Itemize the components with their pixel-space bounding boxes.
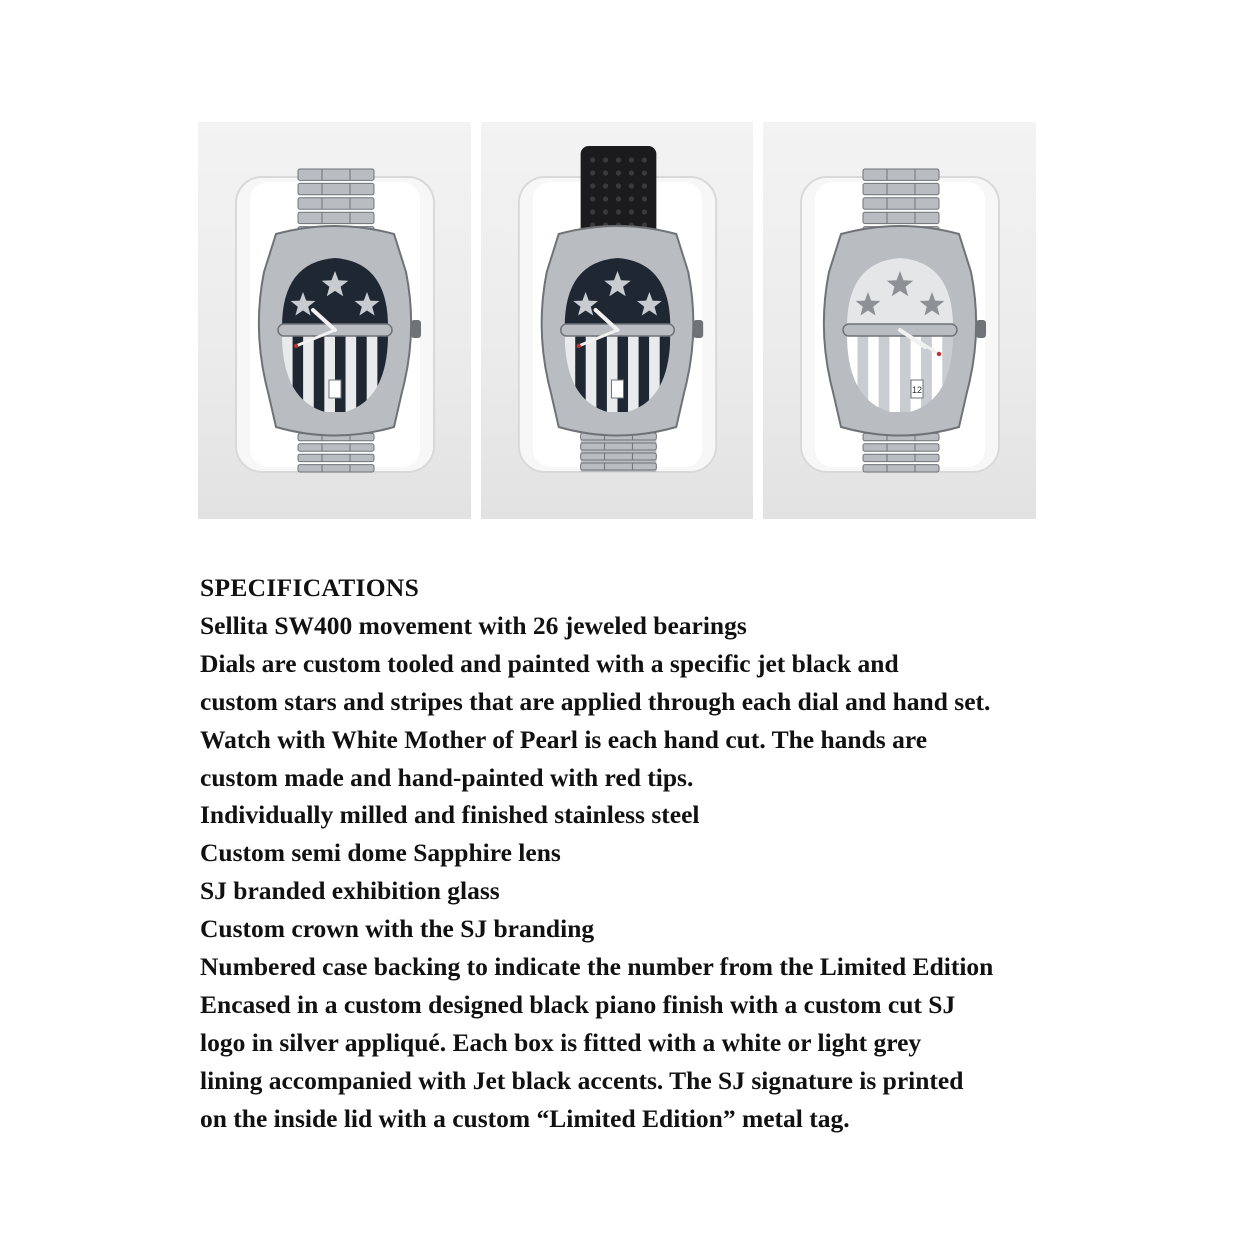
spec-line: Numbered case backing to indicate the number from the Limited Edition xyxy=(200,952,994,982)
spec-line: Custom semi dome Sapphire lens xyxy=(200,838,561,868)
spec-line: on the inside lid with a custom “Limited Edition” metal tag. xyxy=(200,1103,850,1133)
spec-line: Dials are custom tooled and painted with a specific jet black and xyxy=(200,648,899,678)
spec-line: custom made and hand-painted with red tips. xyxy=(200,762,694,792)
spec-line: Encased in a custom designed black piano finish with a custom cut SJ xyxy=(200,989,956,1019)
date-digits: 12 xyxy=(911,385,923,395)
spec-line: Custom crown with the SJ branding xyxy=(200,914,595,944)
spec-line: custom stars and stripes that are applied through each dial and hand set. xyxy=(200,686,991,716)
spec-line: logo in silver appliqué. Each box is fitted with a white or light grey xyxy=(200,1027,922,1057)
watch-photo-white-bracelet xyxy=(763,122,1036,519)
crown xyxy=(693,320,703,338)
crown xyxy=(411,320,421,338)
date-window xyxy=(329,380,341,398)
spec-line: lining accompanied with Jet black accents. The SJ signature is printed xyxy=(200,1065,964,1095)
date-window xyxy=(612,380,624,398)
specifications-heading: SPECIFICATIONS xyxy=(200,573,420,602)
specifications-section xyxy=(200,569,1100,1138)
watch-photo-black-bracelet xyxy=(198,122,471,519)
watch-photo-black-leather xyxy=(481,122,753,519)
spec-line: Sellita SW400 movement with 26 jeweled bearings xyxy=(200,610,747,640)
spec-line: Watch with White Mother of Pearl is each hand cut. The hands are xyxy=(200,724,928,754)
spec-line: Individually milled and finished stainless steel xyxy=(200,800,700,830)
crown xyxy=(976,320,986,338)
spec-line: SJ branded exhibition glass xyxy=(200,876,500,906)
